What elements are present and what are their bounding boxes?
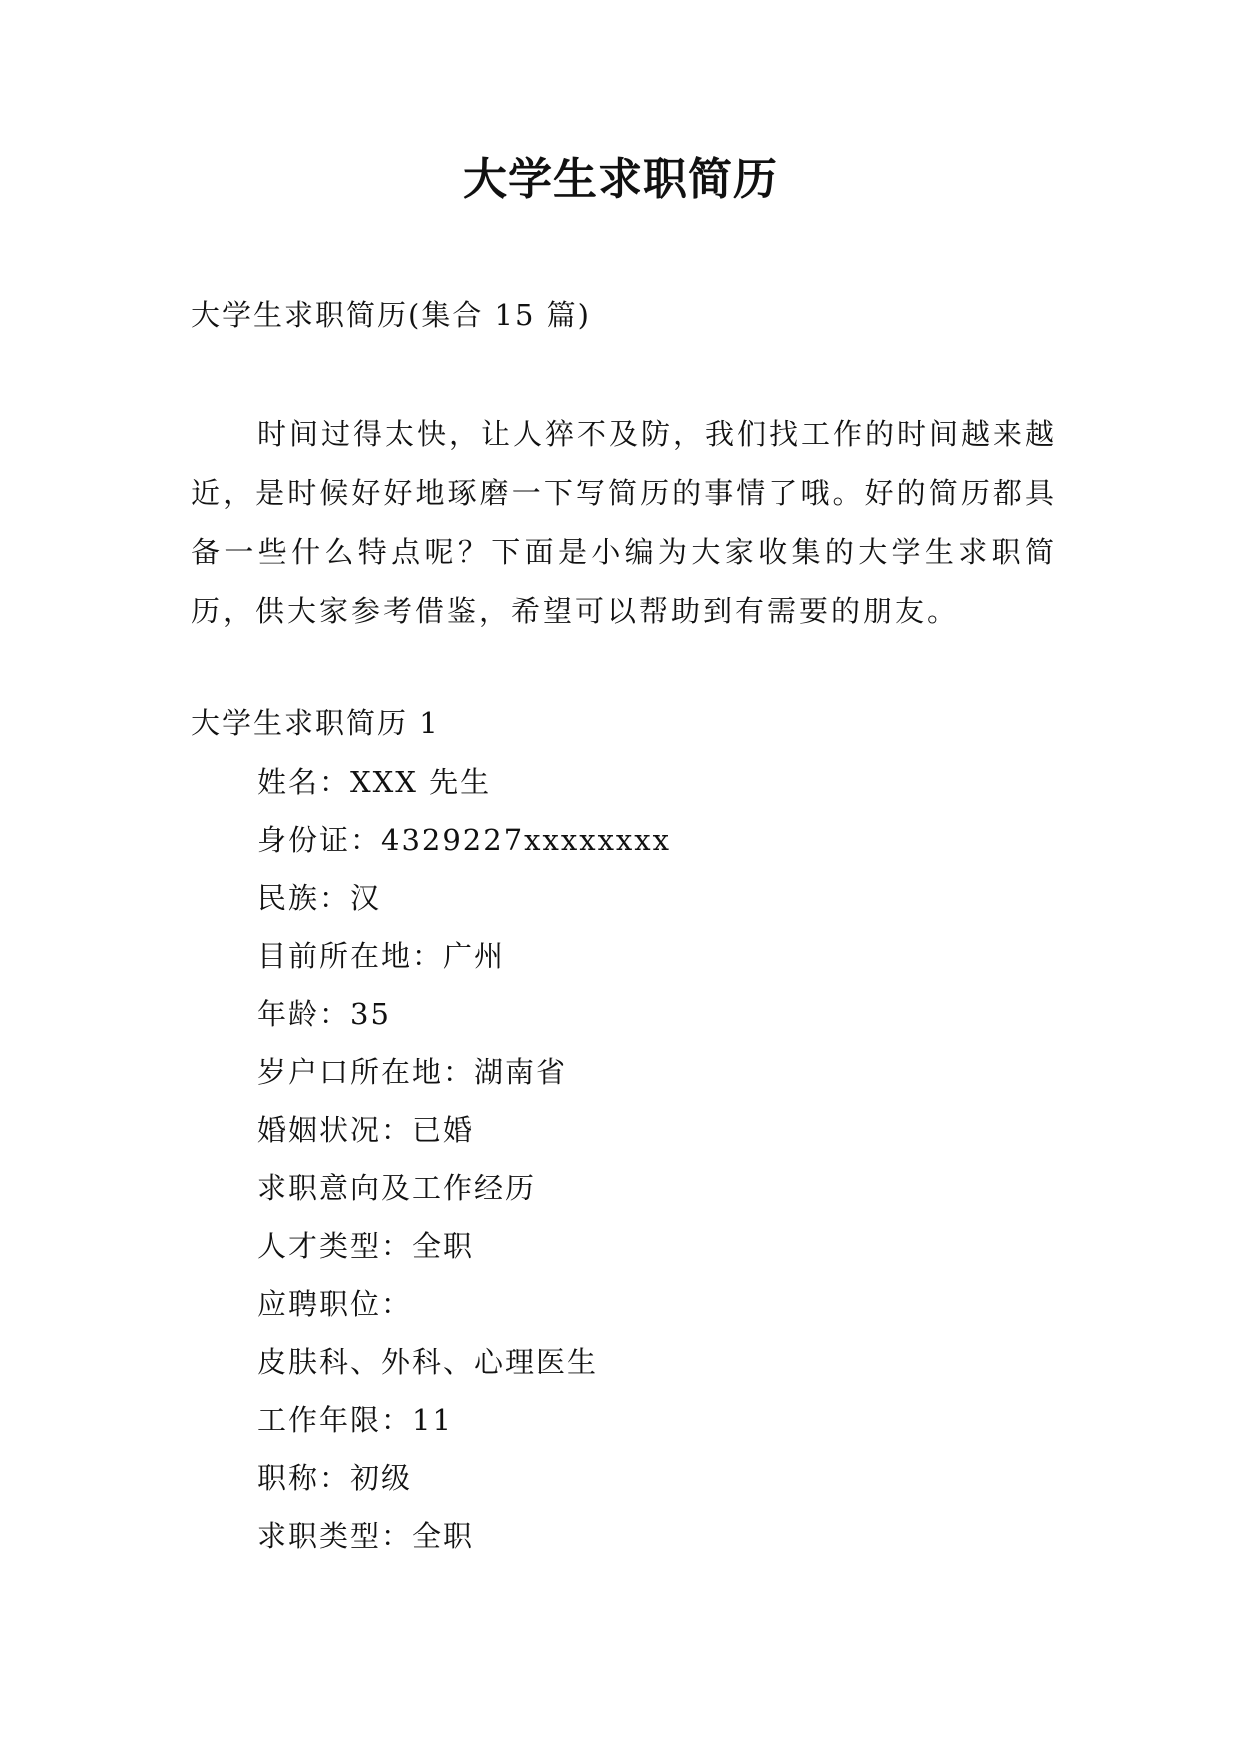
field-age: 年龄：35 xyxy=(257,997,391,1031)
field-id-card: 身份证：4329227xxxxxxxx xyxy=(257,823,671,857)
field-years-of-work: 工作年限：11 xyxy=(257,1403,453,1437)
field-job-type: 求职类型：全职 xyxy=(257,1519,475,1553)
field-talent-type: 人才类型：全职 xyxy=(257,1229,475,1263)
field-marital-status: 婚姻状况：已婚 xyxy=(257,1113,475,1147)
resume-field-list xyxy=(257,762,671,1574)
field-household-registration: 岁户口所在地：湖南省 xyxy=(257,1055,568,1089)
field-position-applied: 应聘职位： xyxy=(257,1287,413,1321)
field-professional-title: 职称：初级 xyxy=(257,1461,413,1495)
field-position-values: 皮肤科、外科、心理医生 xyxy=(257,1345,599,1379)
section-heading: 大学生求职简历 1 xyxy=(191,706,440,740)
field-current-location: 目前所在地：广州 xyxy=(257,939,506,973)
field-ethnicity: 民族：汉 xyxy=(257,881,382,915)
field-name: 姓名：XXX 先生 xyxy=(257,765,492,799)
field-job-intention-heading: 求职意向及工作经历 xyxy=(257,1171,537,1205)
document-subtitle: 大学生求职简历(集合 15 篇) xyxy=(191,298,591,332)
document-title: 大学生求职简历 xyxy=(463,154,778,205)
intro-paragraph: 时间过得太快，让人猝不及防，我们找工作的时间越来越近，是时候好好地琢磨一下写简历的事情了哦。好的简历都具备一些什么特点呢？下面是小编为大家收集的大学生求职简历，供大家参考借鉴，希望可以帮助到有需要的朋友。 xyxy=(191,417,1058,628)
